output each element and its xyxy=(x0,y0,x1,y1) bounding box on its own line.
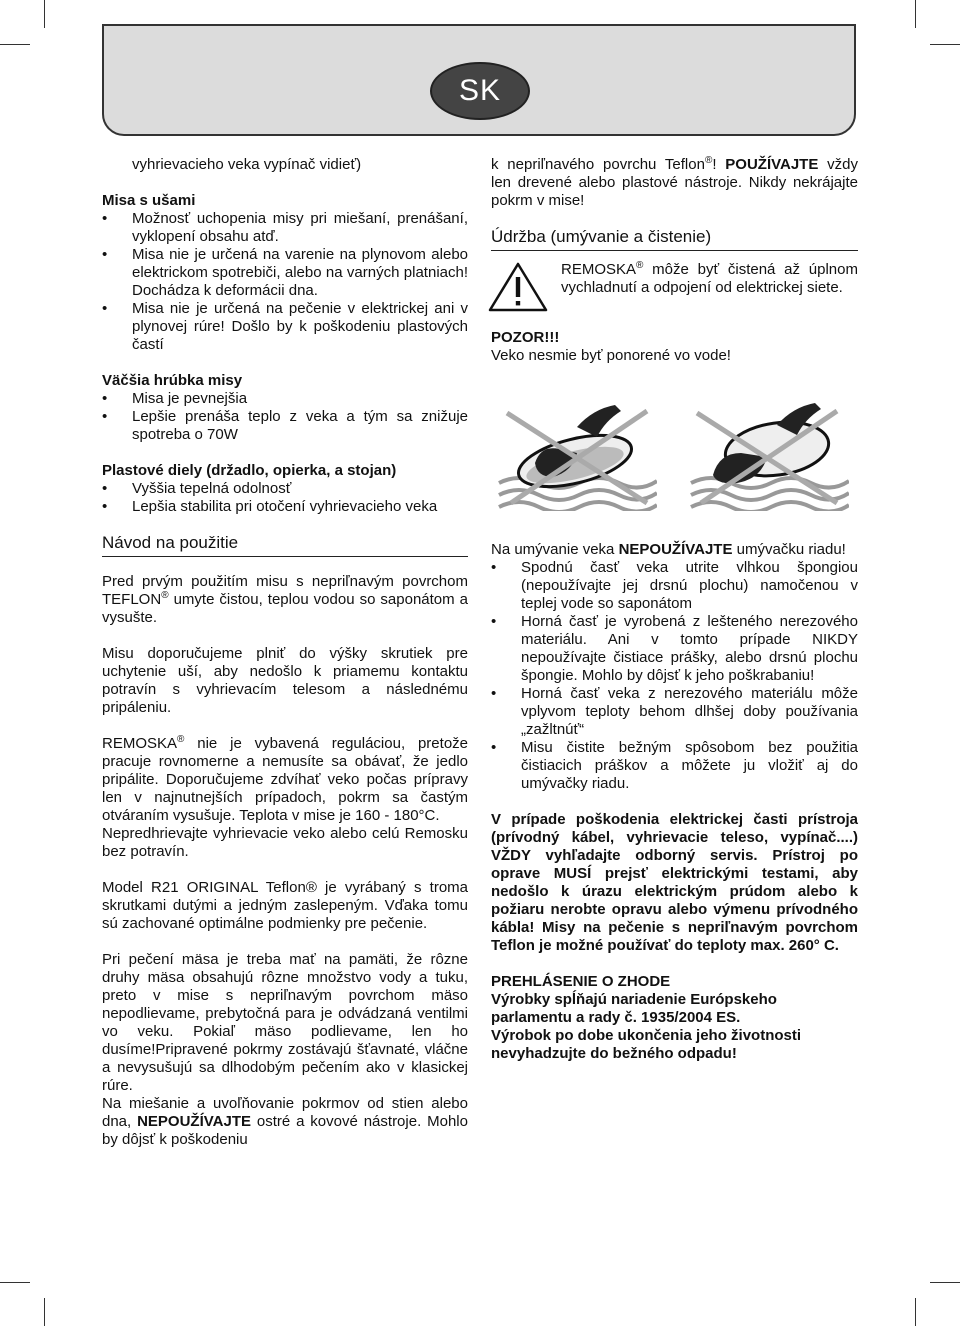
warning-text: REMOSKA® môže byť čistená až úplnom vychladnutí a odpojení od elektrickej siete. xyxy=(561,260,858,296)
crop-mark xyxy=(0,1282,30,1283)
prehlasenie-heading: PREHLÁSENIE O ZHODE xyxy=(491,973,671,990)
crop-mark xyxy=(44,0,45,28)
navod-paragraph-1: Pred prvým použitím misu s nepriľnavým povrchom TEFLON® umyte čistou, teplou vodou so saponátom a vysušte. xyxy=(102,573,468,626)
navod-paragraph-2: Misu doporučujeme plniť do výšky skrutiek pre uchytenie uší, aby nedošlo k priamemu kontaktu potravín s vyhrievacím telesom a následnému pripáleniu. xyxy=(102,645,468,716)
hrubka-list xyxy=(102,390,468,444)
navod-paragraph-3: REMOSKA® nie je vybavená reguláciou, pretože pracuje rovnomerne a nemusíte sa obávať, že jedlo pripálite. Doporučujeme zdvíhať veko počas prípravy len v najnutnejších prípadoch, pokrm sa častým otváraním vysušuje. Teplota v mise je 160 - 180°C. xyxy=(102,734,468,824)
list-item: • Misa nie je určená na varenie na plynovom alebo elektrickom spotrebiči, alebo na varných platniach! Dochádza k deformácii dna. xyxy=(102,246,468,300)
pozor-text: Veko nesmie byť ponorené vo vode! xyxy=(491,347,731,364)
list-item: • Vyššia tepelná odolnosť xyxy=(102,480,468,498)
udrzba-heading: Údržba (umývanie a čistenie) xyxy=(491,226,858,251)
servis-warning: V prípade poškodenia elektrickej časti prístroja (prívodný kábel, vyhrievacie teleso, vypínač....) VŽDY vyhľadajte odborný servis. Prístroj po oprave MUSÍ prejsť elektrickými testami, aby nedošlo k úrazu elektrickým prúdom alebo k požiaru nerobte opravu alebo výmenu prívodného kábla! Misy na pečenie s nepriľnavým povrchom Teflon je možné používať do teploty max. 260° C. xyxy=(491,811,858,954)
umyvanie-list xyxy=(491,559,858,793)
list-item: • Horná časť veka z nerezového materiálu môže vplyvom teploty behom dlhšej doby používania „zažltnúť“ xyxy=(491,685,858,739)
crop-mark xyxy=(930,44,960,45)
continued-text: k nepriľnavého povrchu Teflon®! POUŽÍVAJTE vždy len drevené alebo plastové nástroje. Nikdy nekrájajte pokrm v mise! xyxy=(491,155,858,209)
list-item: • Horná časť je vyrobená z lešteného nerezového materiálu. Ani v tomto prípade NIKDY nepoužívajte čistiace prášky, alebo drsnú plochu špongie. Mohlo by dôjsť k jeho poškrabaniu! xyxy=(491,613,858,685)
crop-mark xyxy=(915,1298,916,1326)
prehlasenie-text-1: Výrobky spĺňajú nariadenie Európskeho parlamentu a rady č. 1935/2004 ES. xyxy=(491,991,777,1026)
navod-paragraph-5: Model R21 ORIGINAL Teflon® je vyrábaný s troma skrutkami dutými a jedným zaslepeným. Vďaka tomu sú zachované optimálne podmienky pre pečenie. xyxy=(102,879,468,932)
plast-list xyxy=(102,480,468,516)
plast-heading: Plastové diely (držadlo, opierka, a stojan) xyxy=(102,462,397,479)
left-column xyxy=(102,156,468,1149)
navod-heading: Návod na použitie xyxy=(102,532,468,557)
crop-mark xyxy=(930,1282,960,1283)
right-column xyxy=(491,156,858,1063)
warning-block xyxy=(491,261,858,313)
misa-list xyxy=(102,210,468,354)
navod-paragraph-4: Nepredhrievajte vyhrievacie veko alebo celú Remosku bez potravín. xyxy=(102,825,468,860)
list-item: • Misa nie je určená na pečenie v elektrickej ani v plynovej rúre! Došlo by k poškodeniu plastových častí xyxy=(102,300,468,354)
list-item: • Spodnú časť veka utrite vlhkou špongiou (nepoužívajte jej drsnú plochu) namočenou v teplej vode so saponátom xyxy=(491,559,858,613)
list-item: • Možnosť uchopenia misy pri miešaní, prenášaní, vyklopení obsahu atď. xyxy=(102,210,468,246)
navod-paragraph-7: Na miešanie a uvoľňovanie pokrmov od stien alebo dna, NEPOUŽÍVAJTE ostré a kovové nástroje. Mohlo by dôjsť k poškodeniu xyxy=(102,1095,468,1148)
intro-text: vyhrievacieho veka vypínač vidieť) xyxy=(132,156,362,173)
list-item: • Misu čistite bežným spôsobom bez použitia čistiacich práškov a môžete ju vložiť aj do umývačky riadu. xyxy=(491,739,858,793)
warning-triangle-icon xyxy=(487,261,549,313)
crop-mark xyxy=(0,44,30,45)
list-item: • Lepšie prenáša teplo z veka a tým sa znižuje spotreba o 70W xyxy=(102,408,468,444)
lid-in-water-crossed-icon xyxy=(497,391,657,511)
prehlasenie-text-2: Výrobok po dobe ukončenia jeho životnosti nevyhadzujte do bežného odpadu! xyxy=(491,1027,802,1062)
misa-heading: Misa s ušami xyxy=(102,192,196,209)
lid-in-water-crossed-icon xyxy=(689,391,849,511)
list-item: • Misa je pevnejšia xyxy=(102,390,468,408)
list-item: • Lepšia stabilita pri otočení vyhrievacieho veka xyxy=(102,498,468,516)
crop-mark xyxy=(44,1298,45,1326)
umyvanie-text: Na umývanie veka NEPOUŽÍVAJTE umývačku riadu! xyxy=(491,541,846,558)
figures xyxy=(491,391,858,541)
navod-paragraph-6: Pri pečení mäsa je treba mať na pamäti, že rôzne druhy mäsa obsahujú rôzne množstvo vody a tuku, preto v mise s nepriľnavým povrchom mäso nepodlievame, prebytočná para je odvádzaná ventilmi vo veku. Pokiaľ mäso podlievame, len ho dusíme!Pripravené pokrmy zostávajú šťavnaté, vláčne a nevysušujú sa dlhodobým pečením ako v klasickej rúre. xyxy=(102,951,468,1094)
pozor-heading: POZOR!!! xyxy=(491,329,560,346)
language-badge: SK xyxy=(430,62,530,120)
crop-mark xyxy=(915,0,916,28)
hrubka-heading: Väčšia hrúbka misy xyxy=(102,372,243,389)
